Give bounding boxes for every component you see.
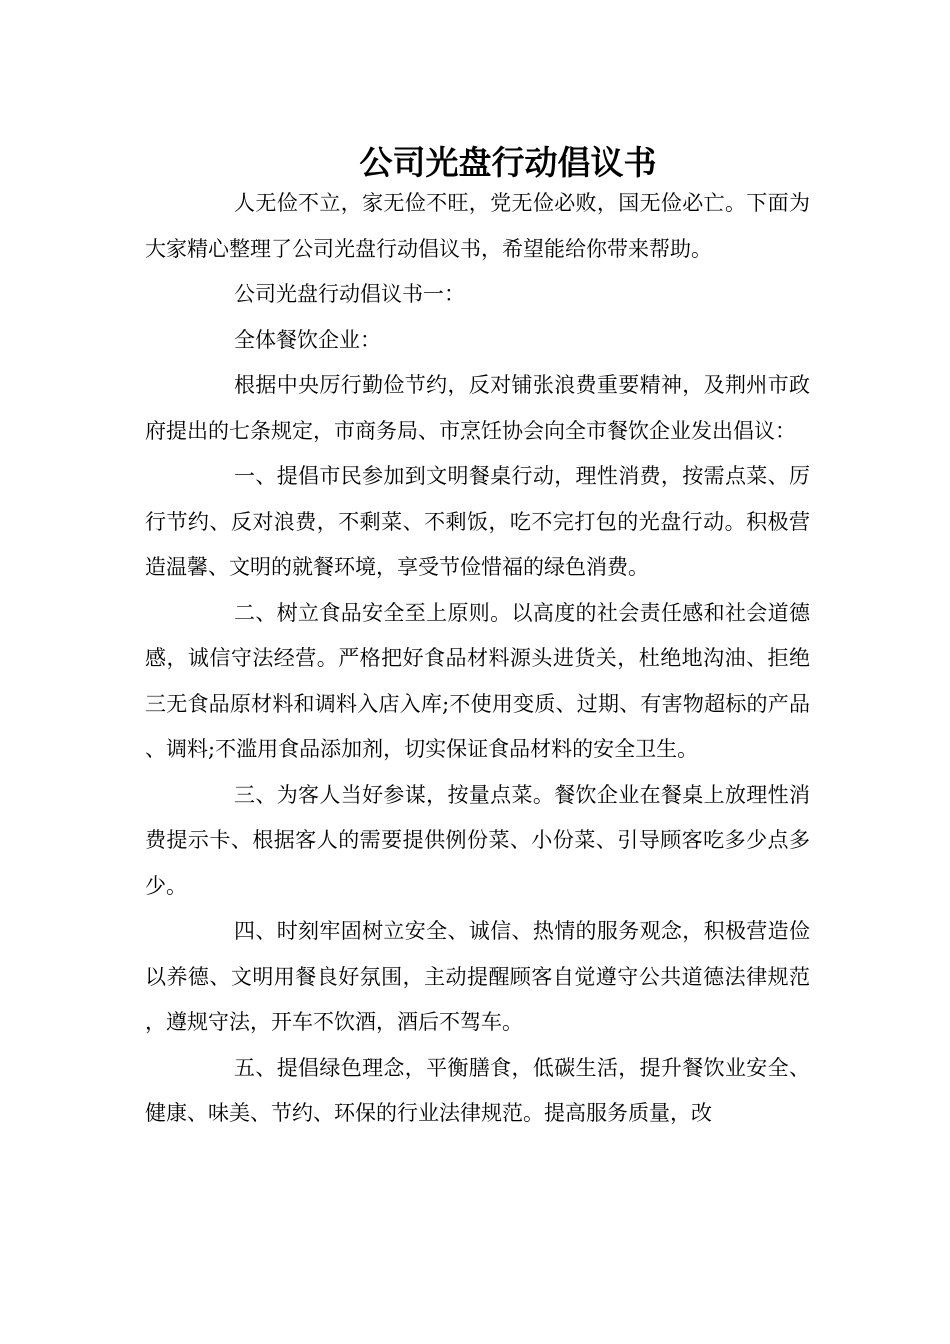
paragraph-item-4: 四、时刻牢固树立安全、诚信、热情的服务观念，积极营造俭以养德、文明用餐良好氛围，主动提醒顾客自觉遵守公共道德法律规范，遵规守法，开车不饮酒，酒后不驾车。 xyxy=(145,919,810,1034)
document-body xyxy=(145,181,810,1137)
paragraph-item-5: 五、提倡绿色理念，平衡膳食，低碳生活，提升餐饮业安全、健康、味美、节约、环保的行业法律规范。提高服务质量，改 xyxy=(145,1055,810,1125)
paragraph-intro: 人无俭不立，家无俭不旺，党无俭必败，国无俭必亡。下面为大家精心整理了公司光盘行动倡议书，希望能给你带来帮助。 xyxy=(145,191,810,261)
paragraph-section-heading: 公司光盘行动倡议书一： xyxy=(234,282,465,306)
paragraph-item-1: 一、提倡市民参加到文明餐桌行动，理性消费，按需点菜、厉行节约、反对浪费，不剩菜、不剩饭，吃不完打包的光盘行动。积极营造温馨、文明的就餐环境，享受节俭惜福的绿色消费。 xyxy=(145,464,810,579)
paragraph-preamble: 根据中央厉行勤俭节约，反对铺张浪费重要精神，及荆州市政府提出的七条规定，市商务局、市烹饪协会向全市餐饮企业发出倡议： xyxy=(145,373,810,443)
paragraph-item-3: 三、为客人当好参谋，按量点菜。餐饮企业在餐桌上放理性消费提示卡、根据客人的需要提供例份菜、小份菜、引导顾客吃多少点多少。 xyxy=(145,782,810,898)
paragraph-item-2: 二、树立食品安全至上原则。以高度的社会责任感和社会道德感，诚信守法经营。严格把好食品材料源头进货关，杜绝地沟油、拒绝三无食品原材料和调料入店入库;不使用变质、过期、有害物超标的产品、调料;不滥用食品添加剂，切实保证食品材料的安全卫生。 xyxy=(145,600,810,761)
paragraph-salutation: 全体餐饮企业： xyxy=(234,327,381,352)
document-title: 公司光盘行动倡议书 xyxy=(359,143,657,183)
